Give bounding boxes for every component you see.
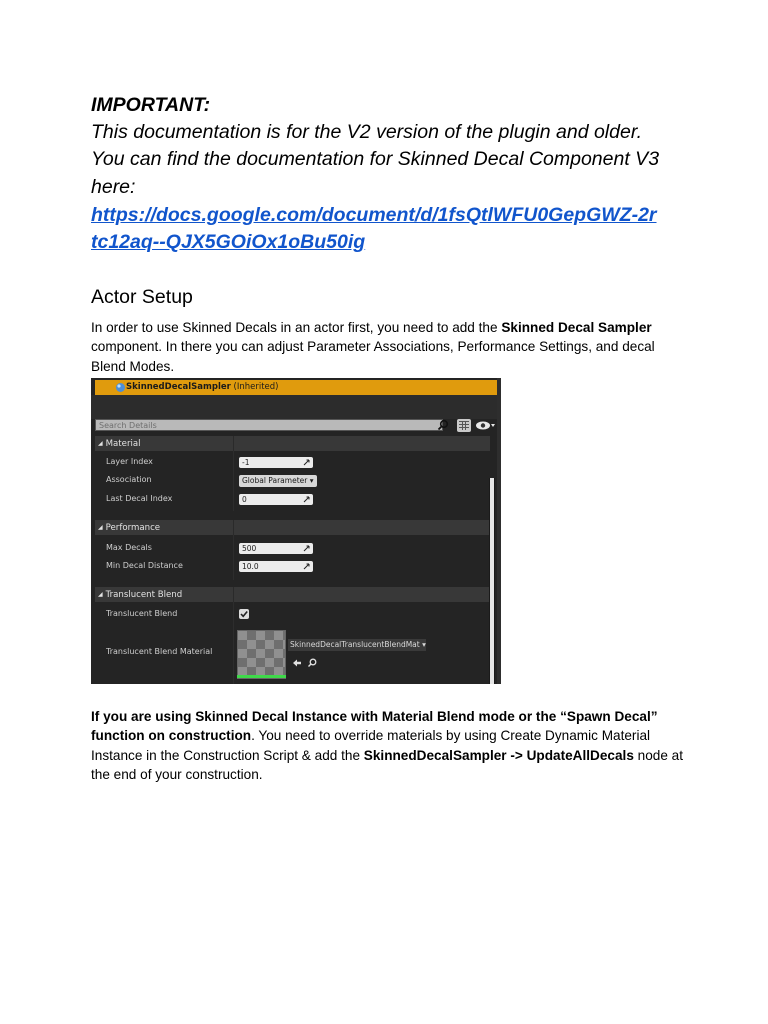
para2-bold-1: If you are using Skinned Decal Instance with Material Blend mode or the “Spawn Decal” function on construction (91, 709, 658, 744)
component-header[interactable] (95, 380, 499, 395)
translucent-blend-checkbox[interactable] (239, 609, 249, 619)
search-icon[interactable] (437, 419, 449, 431)
checkmark-icon (239, 609, 249, 619)
para2-text-b: node at the end of your construction. (91, 747, 684, 782)
important-line-3: here: (91, 176, 136, 198)
component-icon (115, 382, 126, 393)
material-thumbnail-type-bar (237, 675, 286, 678)
important-title: IMPORTANT: (91, 94, 211, 116)
scrollbar-thumb[interactable] (490, 478, 494, 684)
prop-label-translucent-blend-material: Translucent Blend Material (106, 647, 213, 656)
para2-text-a: . You need to override materials by using Create Dynamic Material Instance in the Construction Script & add the (91, 728, 651, 763)
last-decal-index-field[interactable]: 0 (239, 494, 313, 505)
panel-toolbar-strip (91, 395, 501, 419)
v3-doc-link-line-2[interactable]: tc12aq--QJX5GOiOx1oBu50ig (91, 231, 366, 253)
prop-label-min-decal-distance: Min Decal Distance (106, 561, 183, 570)
category-translucent-blend[interactable]: ◢ Translucent Blend (95, 587, 490, 602)
grid-icon (459, 421, 469, 430)
prop-label-last-decal-index: Last Decal Index (106, 494, 173, 503)
spin-arrows-icon (303, 496, 310, 503)
spin-arrows-icon (303, 545, 310, 552)
view-options-eye-icon[interactable] (475, 420, 497, 431)
prop-label-association: Association (106, 475, 152, 484)
spin-arrows-icon (303, 563, 310, 570)
v3-doc-link-line-1[interactable]: https://docs.google.com/document/d/1fsQtlWFU0GepGWZ-2r (91, 204, 657, 226)
category-material[interactable]: ◢ Material (95, 436, 490, 451)
actor-setup-paragraph (91, 318, 691, 376)
chevron-down-icon: ▾ (422, 640, 426, 649)
section-heading-actor-setup: Actor Setup (91, 286, 193, 308)
association-dropdown[interactable]: Global Parameter ▾ (239, 475, 317, 487)
property-matrix-button[interactable] (457, 419, 471, 432)
category-performance[interactable]: ◢ Performance (95, 520, 490, 535)
details-panel-screenshot (91, 378, 501, 684)
prop-label-layer-index: Layer Index (106, 457, 153, 466)
para1-text-a: In order to use Skinned Decals in an actor first, you need to add the (91, 320, 502, 335)
collapse-triangle-icon: ◢ (98, 524, 103, 531)
material-action-icons (292, 657, 322, 669)
spin-arrows-icon (303, 459, 310, 466)
min-decal-distance-field[interactable]: 10.0 (239, 561, 313, 572)
para1-text-b: component. In there you can adjust Parameter Associations, Performance Settings, and decal Blend Modes. (91, 339, 655, 374)
blend-material-dropdown[interactable]: SkinnedDecalTranslucentBlendMat ▾ (290, 640, 426, 649)
important-line-2: You can find the documentation for Skinned Decal Component V3 (91, 148, 660, 170)
collapse-triangle-icon: ◢ (98, 591, 103, 598)
search-details-input[interactable]: Search Details (95, 419, 443, 431)
prop-row-last-decal-index (95, 494, 490, 508)
collapse-triangle-icon: ◢ (98, 440, 103, 447)
browse-search-icon[interactable] (309, 659, 316, 666)
component-name-label: SkinnedDecalSampler (Inherited) (126, 382, 279, 392)
layer-index-field[interactable]: -1 (239, 457, 313, 468)
use-selected-arrow-icon[interactable] (293, 660, 301, 667)
material-thumbnail[interactable] (237, 630, 286, 679)
para1-bold: Skinned Decal Sampler (501, 320, 652, 335)
prop-row-layer-index (95, 457, 490, 471)
prop-row-max-decals (95, 543, 490, 557)
prop-label-max-decals: Max Decals (106, 543, 152, 552)
max-decals-field[interactable]: 500 (239, 543, 313, 554)
prop-row-min-decal-distance (95, 561, 490, 575)
prop-row-translucent-blend (95, 609, 490, 623)
important-line-1: This documentation is for the V2 version of the plugin and older. (91, 121, 643, 143)
prop-label-translucent-blend: Translucent Blend (106, 609, 178, 618)
prop-row-association (95, 475, 490, 489)
chevron-down-icon: ▾ (309, 476, 314, 485)
construction-note-paragraph (91, 707, 691, 784)
para2-bold-2: SkinnedDecalSampler -> UpdateAllDecals (363, 747, 634, 763)
